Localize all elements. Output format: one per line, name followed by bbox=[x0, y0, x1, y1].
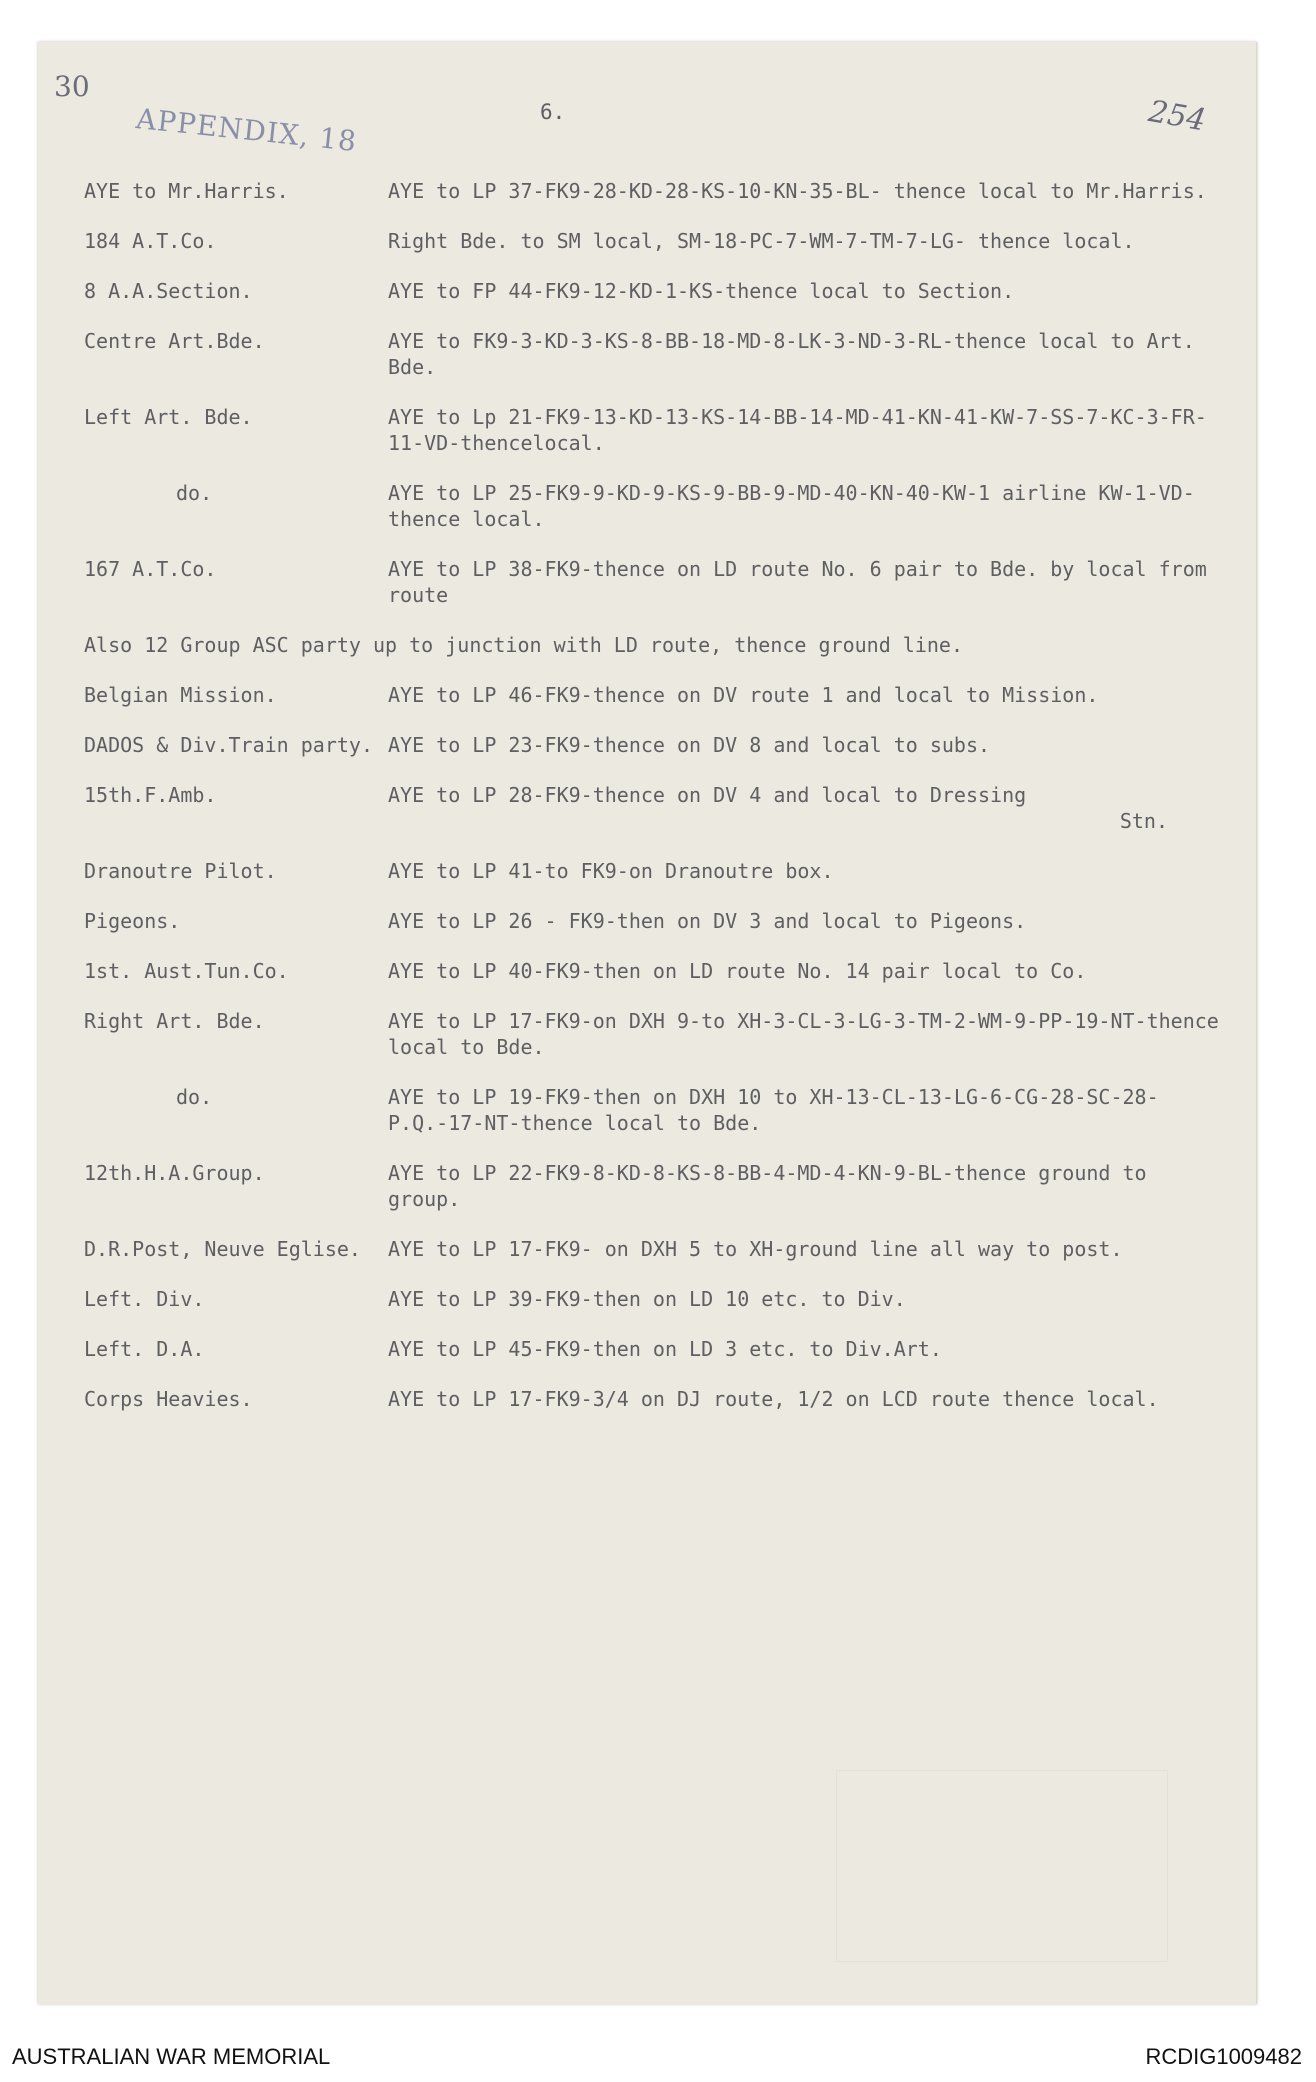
route-row bbox=[84, 1386, 1230, 1412]
route-text: AYE to Lp 21-FK9-13-KD-13-KS-14-BB-14-MD-41-KN-41-KW-7-SS-7-KC-3-FR-11-VD-thencelocal. bbox=[388, 405, 1207, 455]
route-row bbox=[84, 480, 1230, 532]
route-row bbox=[84, 732, 1230, 758]
unit-label: 12th.H.A.Group. bbox=[84, 1161, 265, 1185]
route-text: AYE to LP 38-FK9-thence on LD route No. 6 pair to Bde. by local from route bbox=[388, 557, 1207, 607]
route-text: AYE to LP 45-FK9-then on LD 3 etc. to Div.Art. bbox=[388, 1337, 942, 1361]
route-row bbox=[84, 858, 1230, 884]
unit-label: 8 A.A.Section. bbox=[84, 279, 253, 303]
route-text: AYE to LP 17-FK9-3/4 on DJ route, 1/2 on LCD route thence local. bbox=[388, 1387, 1159, 1411]
route-text: AYE to LP 39-FK9-then on LD 10 etc. to Div. bbox=[388, 1287, 906, 1311]
route-row bbox=[84, 1286, 1230, 1312]
unit-label: Dranoutre Pilot. bbox=[84, 859, 277, 883]
unit-label: Centre Art.Bde. bbox=[84, 329, 265, 353]
route-line-1: AYE to LP 28-FK9-thence on DV 4 and local to Dressing bbox=[388, 783, 1027, 807]
route-text bbox=[388, 782, 1228, 834]
route-row bbox=[84, 228, 1230, 254]
route-table bbox=[84, 178, 1230, 1436]
unit-label: 15th.F.Amb. bbox=[84, 783, 217, 807]
route-row bbox=[84, 404, 1230, 456]
record-id: RCDIG1009482 bbox=[1145, 2044, 1302, 2069]
unit-label: DADOS & Div.Train party. bbox=[84, 733, 373, 757]
route-line-2: Stn. bbox=[1119, 809, 1168, 833]
route-text: AYE to FP 44-FK9-12-KD-1-KS-thence local to Section. bbox=[388, 279, 1015, 303]
unit-label: Left Art. Bde. bbox=[84, 405, 253, 429]
route-text: AYE to LP 46-FK9-thence on DV route 1 and local to Mission. bbox=[388, 683, 1099, 707]
route-row bbox=[84, 908, 1230, 934]
route-text: AYE to LP 17-FK9-on DXH 9-to XH-3-CL-3-LG-3-TM-2-WM-9-PP-19-NT-thence local to Bde. bbox=[388, 1009, 1219, 1059]
route-row bbox=[84, 682, 1230, 708]
route-text: AYE to LP 19-FK9-then on DXH 10 to XH-13-CL-13-LG-6-CG-28-SC-28- P.Q.-17-NT-thence local to Bde. bbox=[388, 1085, 1159, 1135]
unit-label: 184 A.T.Co. bbox=[84, 229, 217, 253]
folio-number: 254 bbox=[1145, 94, 1209, 139]
route-row bbox=[84, 1008, 1230, 1060]
route-text: Right Bde. to SM local, SM-18-PC-7-WM-7-TM-7-LG- thence local. bbox=[388, 229, 1135, 253]
route-text: AYE to LP 22-FK9-8-KD-8-KS-8-BB-4-MD-4-KN-9-BL-thence ground to group. bbox=[388, 1161, 1147, 1211]
unit-label: Belgian Mission. bbox=[84, 683, 277, 707]
route-row bbox=[84, 178, 1230, 204]
unit-label: Right Art. Bde. bbox=[84, 1009, 265, 1033]
typed-page-number: 6. bbox=[540, 100, 566, 124]
route-text: AYE to LP 26 - FK9-then on DV 3 and local to Pigeons. bbox=[388, 909, 1027, 933]
route-row bbox=[84, 958, 1230, 984]
handwritten-page-number: 30 bbox=[54, 70, 90, 103]
unit-label: Left. Div. bbox=[84, 1287, 205, 1311]
route-text: AYE to LP 17-FK9- on DXH 5 to XH-ground line all way to post. bbox=[388, 1237, 1123, 1261]
faint-bleedthrough-mark bbox=[836, 1770, 1168, 1962]
unit-label: do. bbox=[176, 1085, 213, 1109]
route-row bbox=[84, 1236, 1230, 1262]
unit-label: Left. D.A. bbox=[84, 1337, 205, 1361]
route-row bbox=[84, 1084, 1230, 1136]
route-row bbox=[84, 1336, 1230, 1362]
unit-label: D.R.Post, Neuve Eglise. bbox=[84, 1237, 361, 1261]
route-row bbox=[84, 278, 1230, 304]
unit-label: 167 A.T.Co. bbox=[84, 557, 217, 581]
route-row bbox=[84, 328, 1230, 380]
unit-label: Pigeons. bbox=[84, 909, 181, 933]
archive-credit: AUSTRALIAN WAR MEMORIAL bbox=[12, 2044, 331, 2069]
route-text: AYE to LP 37-FK9-28-KD-28-KS-10-KN-35-BL- thence local to Mr.Harris. bbox=[388, 179, 1207, 203]
appendix-stamp: APPENDIX, 18 bbox=[134, 102, 359, 158]
unit-label: AYE to Mr.Harris. bbox=[84, 179, 289, 203]
group-note: Also 12 Group ASC party up to junction with LD route, thence ground line. bbox=[84, 633, 963, 657]
route-text: AYE to LP 23-FK9-thence on DV 8 and local to subs. bbox=[388, 733, 991, 757]
route-text: AYE to LP 40-FK9-then on LD route No. 14 pair local to Co. bbox=[388, 959, 1087, 983]
route-row bbox=[84, 782, 1230, 834]
unit-label: Corps Heavies. bbox=[84, 1387, 253, 1411]
route-text: AYE to LP 41-to FK9-on Dranoutre box. bbox=[388, 859, 834, 883]
route-text: AYE to LP 25-FK9-9-KD-9-KS-9-BB-9-MD-40-KN-40-KW-1 airline KW-1-VD-thence local. bbox=[388, 481, 1195, 531]
unit-label: 1st. Aust.Tun.Co. bbox=[84, 959, 289, 983]
route-text: AYE to FK9-3-KD-3-KS-8-BB-18-MD-8-LK-3-ND-3-RL-thence local to Art. Bde. bbox=[388, 329, 1195, 379]
route-row bbox=[84, 556, 1230, 608]
unit-label: do. bbox=[176, 481, 213, 505]
route-row bbox=[84, 1160, 1230, 1212]
